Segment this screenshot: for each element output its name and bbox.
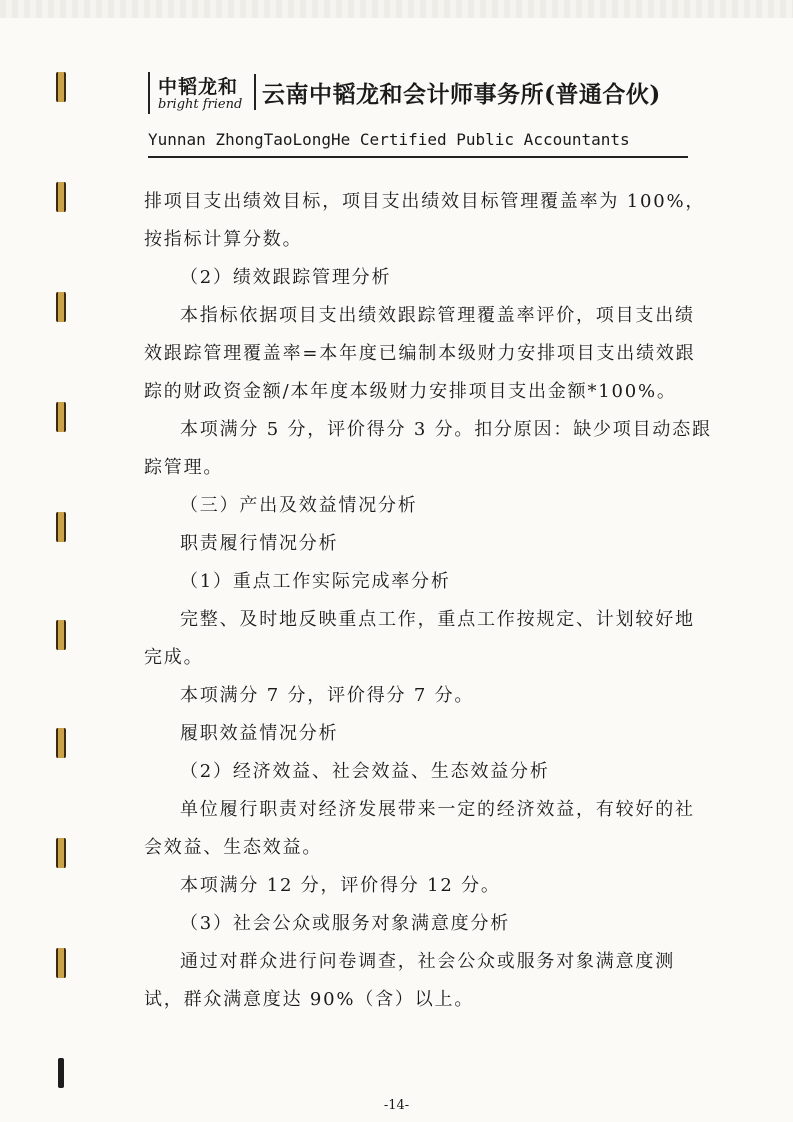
body-line: 本指标依据项目支出绩效跟踪管理覆盖率评价，项目支出绩 <box>180 305 695 326</box>
logo-english-text: bright friend <box>158 97 243 112</box>
logo-divider <box>254 74 256 110</box>
body-line: 本项满分 7 分，评价得分 7 分。 <box>180 685 475 706</box>
binding-holes <box>0 0 80 1122</box>
logo-chinese-text: 中韬龙和 <box>158 76 239 98</box>
body-line: 踪的财政资金额/本年度本级财力安排项目支出金额*100%。 <box>144 381 677 402</box>
body-line: 单位履行职责对经济发展带来一定的经济效益，有较好的社 <box>180 799 695 820</box>
body-line: 按指标计算分数。 <box>144 229 303 250</box>
body-line: 效跟踪管理覆盖率=本年度已编制本级财力安排项目支出绩效跟 <box>144 343 696 364</box>
firm-name-chinese: 云南中韬龙和会计师事务所(普通合伙) <box>262 81 661 108</box>
body-line: 本项满分 5 分，评价得分 3 分。扣分原因：缺少项目动态跟 <box>180 419 712 440</box>
binding-hole <box>56 620 66 650</box>
page-number: -14- <box>383 1098 410 1113</box>
binding-hole <box>56 838 66 868</box>
binding-hole <box>56 512 66 542</box>
body-line: 通过对群众进行问卷调查，社会公众或服务对象满意度测 <box>180 951 675 972</box>
paper-top-edge <box>0 0 793 18</box>
binding-hole <box>56 182 66 212</box>
firm-name-english: Yunnan ZhongTaoLongHe Certified Public Accountants <box>148 130 630 149</box>
body-line: 本项满分 12 分，评价得分 12 分。 <box>180 875 501 896</box>
body-line: 完成。 <box>144 647 204 668</box>
section-heading: （2）经济效益、社会效益、生态效益分析 <box>180 761 550 782</box>
body-line: 会效益、生态效益。 <box>144 837 323 858</box>
section-heading: （2）绩效跟踪管理分析 <box>180 267 392 288</box>
body-line: 踪管理。 <box>144 457 224 478</box>
section-heading: （3）社会公众或服务对象满意度分析 <box>180 913 511 934</box>
binding-hole <box>56 72 66 102</box>
body-line: 排项目支出绩效目标，项目支出绩效目标管理覆盖率为 100%， <box>144 191 706 212</box>
section-heading: 履职效益情况分析 <box>180 723 339 744</box>
letterhead <box>148 66 688 162</box>
section-heading: 职责履行情况分析 <box>180 533 339 554</box>
binding-hole <box>56 402 66 432</box>
section-heading: （1）重点工作实际完成率分析 <box>180 571 451 592</box>
binding-hole <box>58 1058 64 1088</box>
binding-hole <box>56 728 66 758</box>
binding-hole <box>56 292 66 322</box>
header-rule <box>148 156 688 158</box>
body-line: 完整、及时地反映重点工作，重点工作按规定、计划较好地 <box>180 609 695 630</box>
body-line: 试，群众满意度达 90%（含）以上。 <box>144 989 475 1010</box>
firm-logo <box>148 72 254 114</box>
section-heading: （三）产出及效益情况分析 <box>180 495 418 516</box>
binding-hole <box>56 948 66 978</box>
